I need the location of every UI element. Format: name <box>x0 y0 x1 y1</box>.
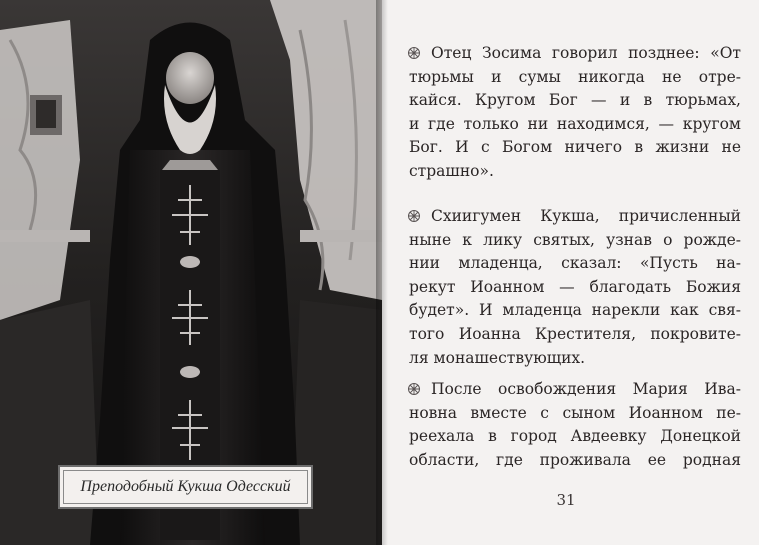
text-line: того Иоанна Крестителя, покровите- <box>409 324 741 343</box>
text-line: ныне к лику святых, узнав о рожде- <box>409 230 741 249</box>
photo-caption: Преподобный Кукша Одесский <box>80 478 291 495</box>
paragraph-1 <box>409 42 741 184</box>
ornament-flower-icon <box>407 46 421 60</box>
text-line: области, где проживала ее родная <box>409 450 741 469</box>
text-line: Бог. И с Богом ничего в жизни не <box>409 138 741 157</box>
text-line: и где только ни находимся, — кругом <box>409 114 741 133</box>
text-line: Отец Зосима говорил позднее: «От <box>431 44 741 62</box>
text-line: новна вместе с сыном Иоанном пе- <box>409 403 741 422</box>
text-line: будет». И младенца нарекли как свя- <box>409 301 741 320</box>
text-line: реехала в город Авдеевку Донецкой <box>409 427 741 446</box>
text-line: ля монашествующих. <box>409 348 586 367</box>
ornament-flower-icon <box>407 209 421 223</box>
ornament-flower-icon <box>407 382 421 396</box>
text-line: нии младенца, сказал: «Пусть на- <box>409 254 741 273</box>
text-line: После освобождения Мария Ива- <box>431 380 741 398</box>
right-page <box>382 0 759 545</box>
text-line: страшно». <box>409 161 494 180</box>
text-line: рекут Иоанном — благодать Божия <box>409 277 741 296</box>
text-line: тюрьмы и сумы никогда не отре- <box>409 67 741 86</box>
text-line: Схиигумен Кукша, причисленный <box>431 207 741 225</box>
book-gutter <box>376 0 388 545</box>
page-number: 31 <box>556 491 576 509</box>
paragraph-3 <box>409 378 741 472</box>
paragraph-2 <box>409 205 741 370</box>
photo-caption-frame <box>58 465 313 509</box>
text-line: кайся. Кругом Бог — и в тюрьмах, <box>409 91 741 110</box>
